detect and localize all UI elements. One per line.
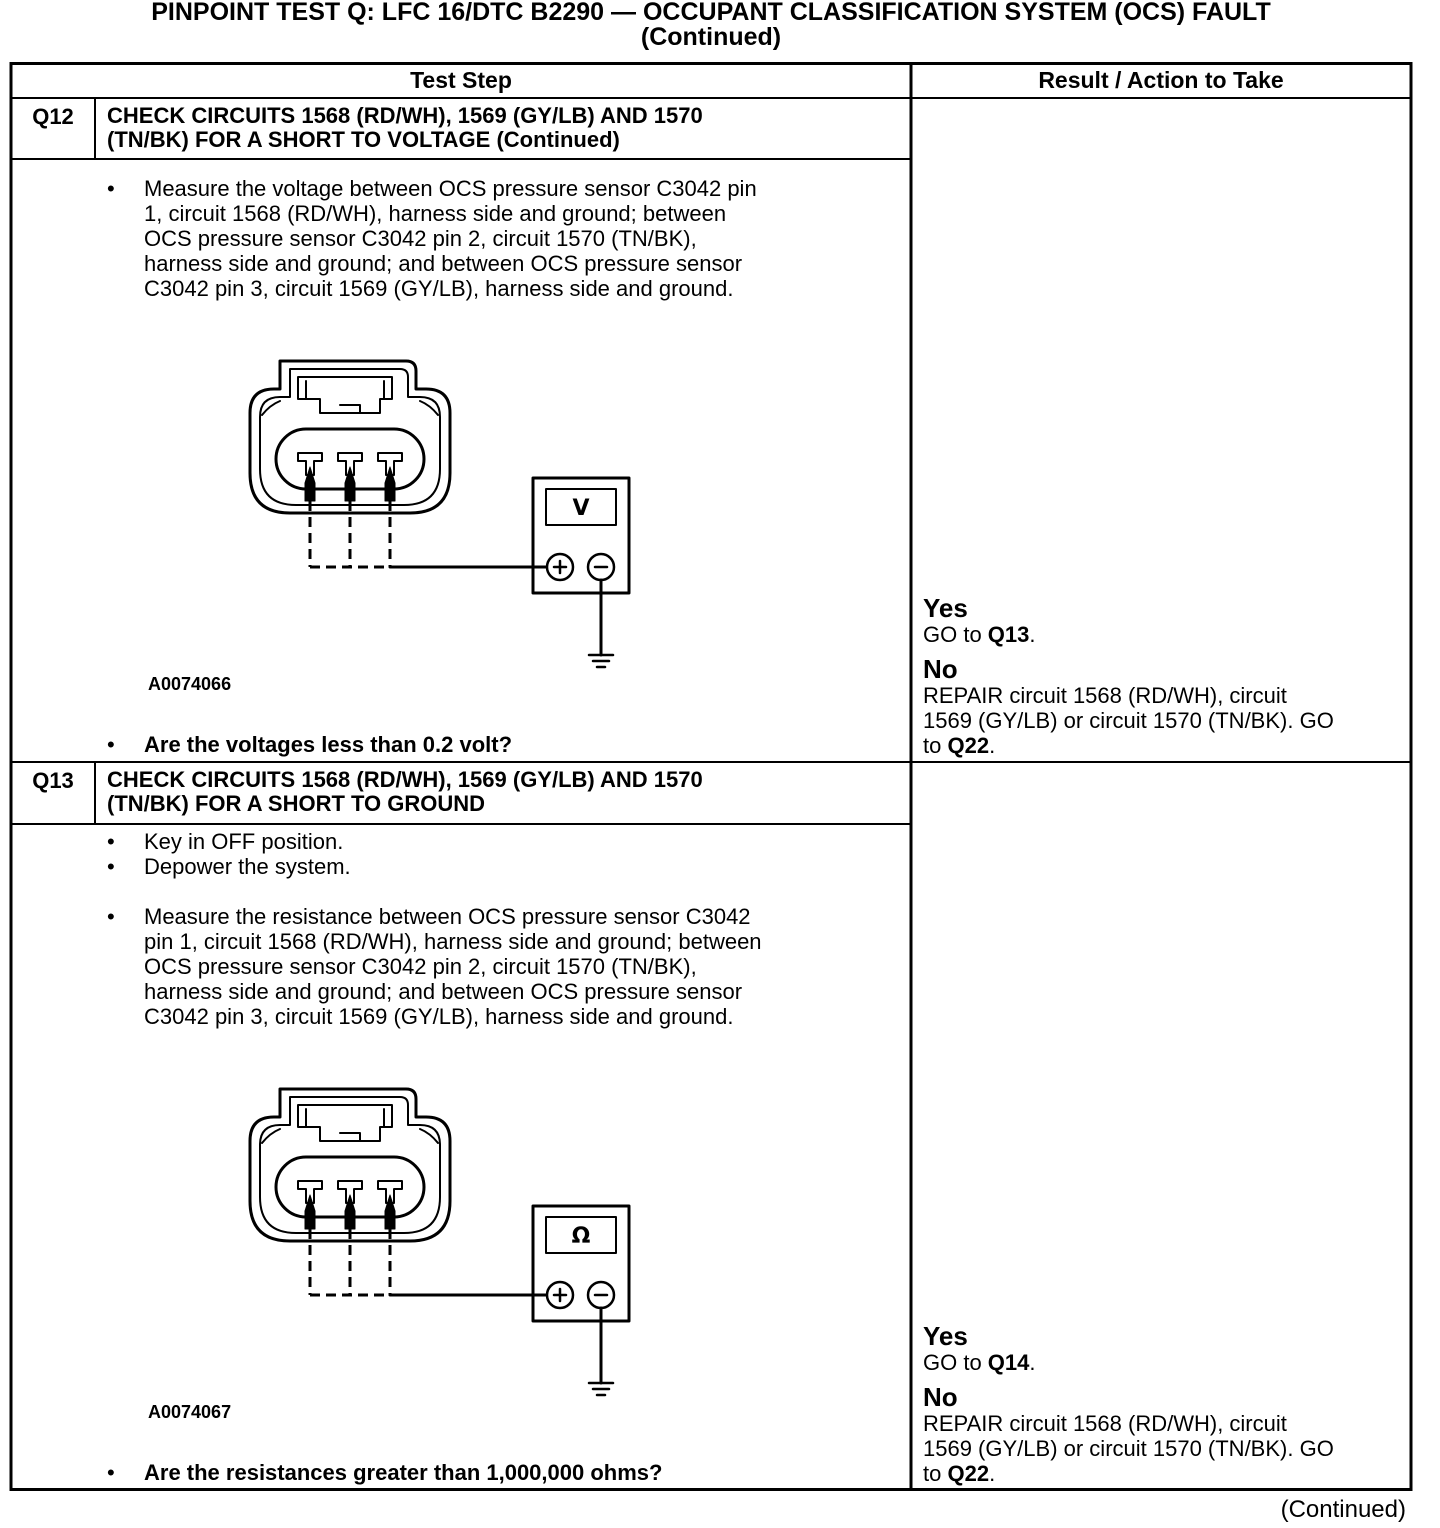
test-probes — [305, 467, 395, 501]
step-instruction: Depower the system. — [144, 854, 351, 879]
bullet-glyph: • — [107, 1460, 115, 1485]
page-title-line1: PINPOINT TEST Q: LFC 16/DTC B2290 — OCCUPANT CLASSIFICATION SYSTEM (OCS) FAULT — [151, 0, 1271, 26]
meter-symbol: Ω — [571, 1224, 591, 1249]
result-yes-label: Yes — [923, 1321, 968, 1351]
instruction-line: harness side and ground; and between OCS pressure sensor — [144, 979, 743, 1004]
bullet-glyph: • — [107, 904, 115, 929]
step-title — [107, 768, 703, 816]
test-leads-dashed — [310, 501, 390, 567]
result-no-label: No — [923, 654, 958, 684]
bullet-glyph: • — [107, 854, 115, 879]
column-header-result: Result / Action to Take — [1038, 67, 1284, 93]
step-id: Q12 — [32, 104, 74, 129]
column-header-test-step: Test Step — [410, 67, 512, 93]
bullet-glyph: • — [107, 176, 115, 201]
continued-footer: (Continued) — [1280, 1496, 1406, 1523]
instruction-line: OCS pressure sensor C3042 pin 2, circuit 1570 (TN/BK), — [144, 954, 697, 979]
result-no-line2: 1569 (GY/LB) or circuit 1570 (TN/BK). GO — [923, 1436, 1334, 1461]
result-no-line3: to Q22. — [923, 1461, 996, 1486]
test-probes — [305, 1195, 395, 1229]
step-title-line2: (TN/BK) FOR A SHORT TO VOLTAGE (Continued) — [107, 127, 620, 152]
result-block — [923, 594, 1334, 758]
locking-tab — [298, 377, 392, 413]
instruction-line: Measure the resistance between OCS pressure sensor C3042 — [144, 904, 751, 929]
page-title-line2: (Continued) — [640, 23, 782, 51]
instruction-line: C3042 pin 3, circuit 1569 (GY/LB), harness side and ground. — [144, 1004, 734, 1029]
connector-ohmmeter-diagram — [240, 1083, 650, 1413]
result-yes-text: GO to Q14. — [923, 1350, 1036, 1375]
step-instruction — [144, 904, 762, 1029]
step-question: Are the voltages less than 0.2 volt? — [144, 732, 513, 757]
test-leads-dashed — [310, 1229, 390, 1295]
instruction-line: Measure the voltage between OCS pressure sensor C3042 pin — [144, 176, 757, 201]
result-yes-text: GO to Q13. — [923, 622, 1036, 647]
result-no-line3: to Q22. — [923, 733, 996, 758]
figure-id: A0074066 — [148, 674, 232, 694]
meter-symbol: V — [572, 496, 590, 521]
step-title-line1: CHECK CIRCUITS 1568 (RD/WH), 1569 (GY/LB) AND 1570 — [107, 103, 703, 128]
result-no-label: No — [923, 1382, 958, 1412]
step-question: Are the resistances greater than 1,000,000 ohms? — [144, 1460, 663, 1485]
result-no-target[interactable]: Q22 — [947, 1461, 990, 1486]
step-title — [107, 104, 703, 152]
step-instruction: Key in OFF position. — [144, 829, 344, 854]
step-title-line1: CHECK CIRCUITS 1568 (RD/WH), 1569 (GY/LB) AND 1570 — [107, 767, 703, 792]
bullet-glyph: • — [107, 732, 115, 757]
connector-voltmeter-diagram — [240, 355, 650, 685]
step-title-line2: (TN/BK) FOR A SHORT TO GROUND — [107, 791, 486, 816]
instruction-line: harness side and ground; and between OCS pressure sensor — [144, 251, 743, 276]
result-no-line1: REPAIR circuit 1568 (RD/WH), circuit — [923, 1411, 1287, 1436]
ground-icon — [589, 655, 613, 667]
bullet-glyph: • — [107, 829, 115, 854]
step-instruction — [144, 176, 757, 301]
step-id: Q13 — [32, 768, 74, 793]
result-block — [923, 1322, 1334, 1486]
result-no-target[interactable]: Q22 — [947, 733, 990, 758]
result-no-line1: REPAIR circuit 1568 (RD/WH), circuit — [923, 683, 1287, 708]
locking-tab — [298, 1105, 392, 1141]
ground-icon — [589, 1383, 613, 1395]
instruction-line: OCS pressure sensor C3042 pin 2, circuit 1570 (TN/BK), — [144, 226, 697, 251]
result-yes-label: Yes — [923, 593, 968, 623]
result-no-line2: 1569 (GY/LB) or circuit 1570 (TN/BK). GO — [923, 708, 1334, 733]
instruction-line: 1, circuit 1568 (RD/WH), harness side and ground; between — [144, 201, 727, 226]
result-yes-target[interactable]: Q14 — [987, 1350, 1030, 1375]
instruction-line: pin 1, circuit 1568 (RD/WH), harness side and ground; between — [144, 929, 762, 954]
instruction-line: C3042 pin 3, circuit 1569 (GY/LB), harness side and ground. — [144, 276, 734, 301]
figure-id: A0074067 — [148, 1402, 232, 1422]
result-yes-target[interactable]: Q13 — [987, 622, 1030, 647]
